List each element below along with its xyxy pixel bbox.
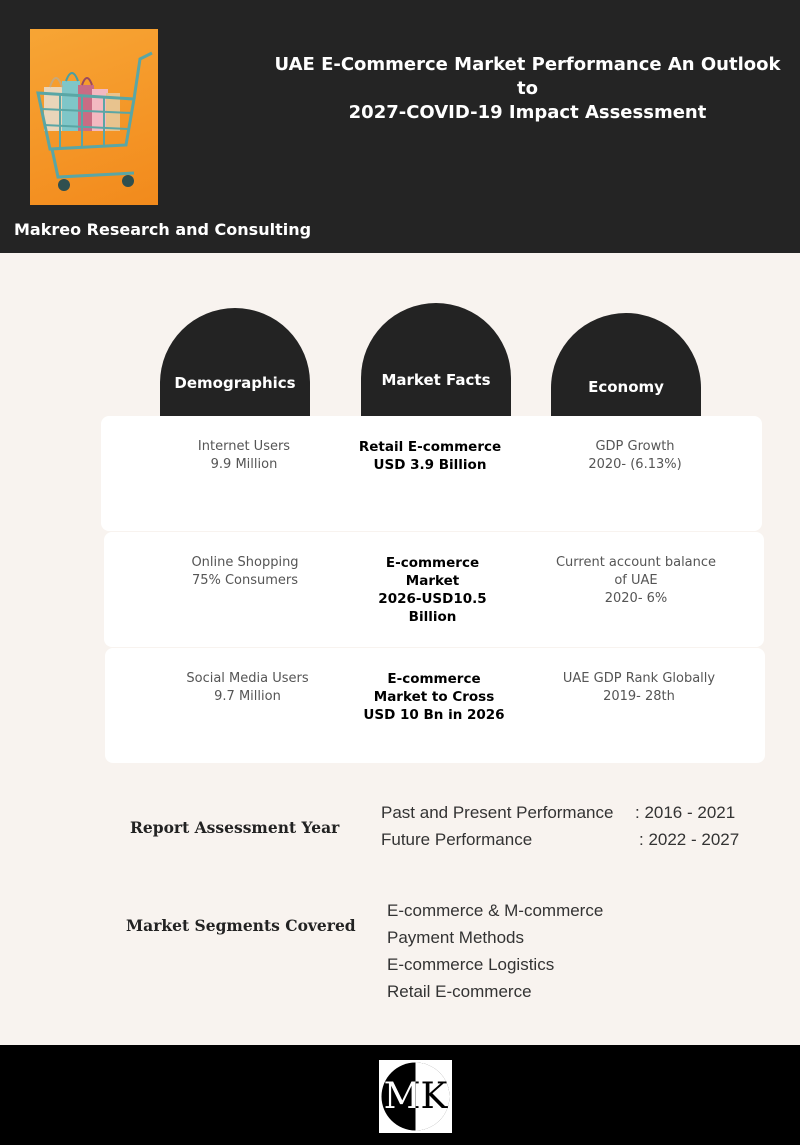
stat-value: 2020- (6.13%) <box>588 457 682 472</box>
list-item: Retail E-commerce <box>387 982 532 1001</box>
past-performance-label: Past and Present Performance <box>381 803 614 822</box>
market-segments-label: Market Segments Covered <box>126 916 356 935</box>
fact-line: Market <box>405 573 460 589</box>
stat-value: 2019- 28th <box>603 689 675 704</box>
column-header-demographics <box>160 308 310 416</box>
shopping-cart-with-bags-icon <box>30 29 158 205</box>
column-header-label: Economy <box>588 377 664 396</box>
list-item: E-commerce & M-commerce <box>387 901 604 920</box>
fact-line: USD 10 Bn in 2026 <box>363 707 505 723</box>
report-title-line-2: 2027-COVID-19 Impact Assessment <box>348 102 707 123</box>
stat-label: Online Shopping <box>191 555 299 570</box>
future-performance-label: Future Performance <box>381 830 533 849</box>
future-performance-row <box>381 826 761 853</box>
list-item: Payment Methods <box>387 928 525 947</box>
column-header-market-facts <box>361 303 511 416</box>
ecommerce-market-2026-fact <box>360 554 505 626</box>
stat-label: of UAE <box>614 573 658 588</box>
fact-line: Retail E-commerce <box>358 439 502 455</box>
stat-label: Social Media Users <box>186 671 309 686</box>
report-title-line-1: UAE E-Commerce Market Performance An Outlook to <box>274 54 781 99</box>
logo-text: MK <box>383 1076 448 1117</box>
online-shopping-stat <box>170 554 320 590</box>
market-segments-list <box>387 897 603 1005</box>
mk-logo-icon <box>379 1060 452 1133</box>
fact-line: 2026-USD10.5 <box>378 591 487 607</box>
stat-value: 9.9 Million <box>210 457 278 472</box>
past-performance-value: : 2016 - 2021 <box>635 803 736 822</box>
internet-users-stat <box>170 438 318 474</box>
current-account-balance-stat <box>545 554 727 608</box>
fact-line: USD 3.9 Billion <box>373 457 487 473</box>
stat-label: Internet Users <box>197 439 291 454</box>
stat-value: 75% Consumers <box>191 573 299 588</box>
fact-line: E-commerce <box>385 555 480 571</box>
assessment-year-details <box>381 799 761 853</box>
list-item: E-commerce Logistics <box>387 955 555 974</box>
social-media-users-stat <box>170 670 325 706</box>
fact-line: E-commerce <box>387 671 481 687</box>
stat-label: Current account balance <box>555 555 717 570</box>
column-header-economy <box>551 313 701 416</box>
stat-value: 9.7 Million <box>214 689 281 704</box>
fact-line: Market to Cross <box>373 689 495 705</box>
header-banner <box>0 0 800 253</box>
ecommerce-cross-10bn-fact <box>354 670 514 724</box>
stat-label: UAE GDP Rank Globally <box>562 671 716 686</box>
retail-ecommerce-fact <box>350 438 510 474</box>
future-performance-value: : 2022 - 2027 <box>639 830 740 849</box>
column-header-label: Market Facts <box>381 370 491 389</box>
report-title <box>270 53 785 125</box>
assessment-year-label: Report Assessment Year <box>130 818 340 837</box>
fact-line: Billion <box>408 609 457 625</box>
brand-name: Makreo Research and Consulting <box>14 220 312 239</box>
gdp-growth-stat <box>550 438 720 474</box>
stat-label: GDP Growth <box>595 439 675 454</box>
past-performance-row <box>381 799 761 826</box>
column-header-label: Demographics <box>174 374 296 392</box>
stat-value: 2020- 6% <box>604 591 668 606</box>
gdp-rank-stat <box>550 670 728 706</box>
